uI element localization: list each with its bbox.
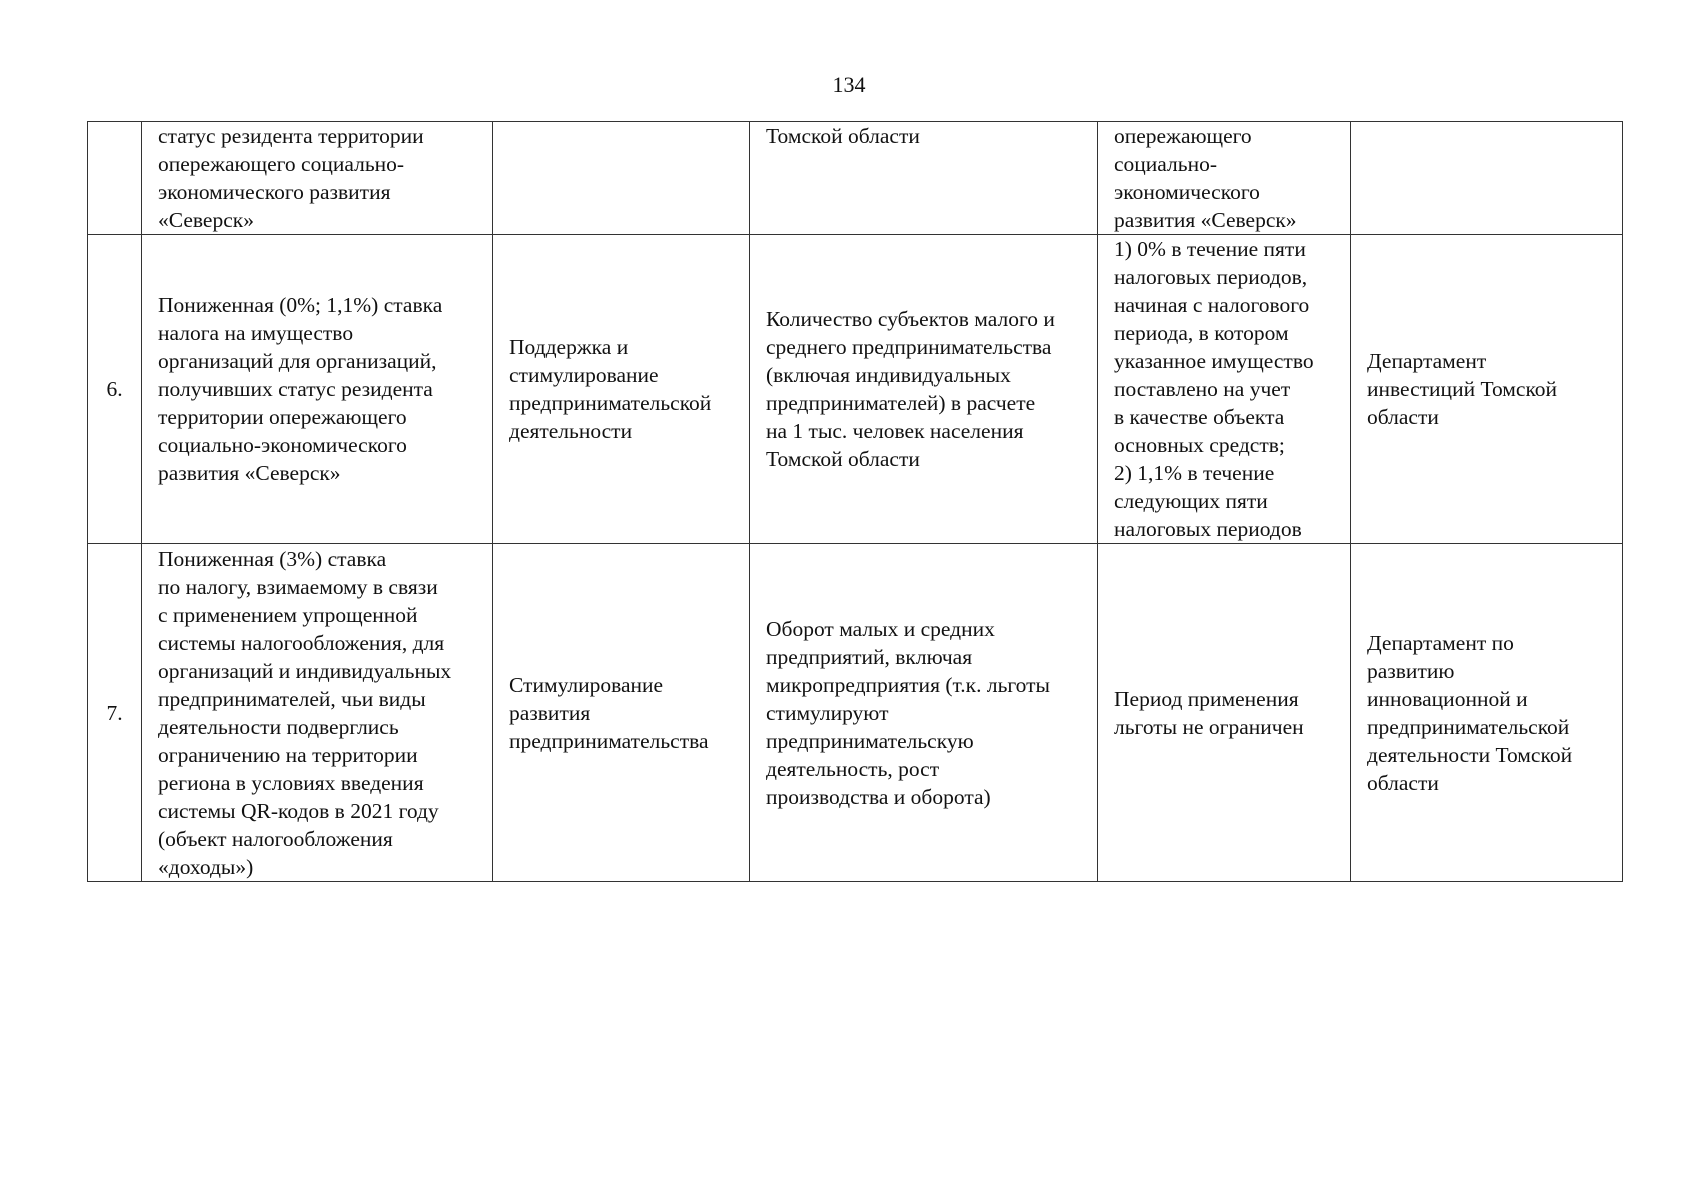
table-row-7 [88, 544, 1623, 882]
cell-number [88, 122, 142, 235]
page-number: 134 [832, 72, 866, 97]
cell-goal [493, 122, 750, 235]
cell-indicator: Оборот малых и средних предприятий, включая микропредприятия (т.к. льготы стимулируют предпринимательскую деятельность, рост производства и оборота) [750, 544, 1098, 882]
cell-benefit: Пониженная (0%; 1,1%) ставка налога на имущество организаций для организаций, получивших статус резидента территории опережающего социально-экономического развития «Северск» [142, 235, 493, 544]
cell-benefit: статус резидента территории опережающего социально- экономического развития «Северск» [142, 122, 493, 235]
cell-goal: Стимулирование развития предпринимательства [493, 544, 750, 882]
cell-number: 6. [88, 235, 142, 544]
cell-period: 1) 0% в течение пяти налоговых периодов, начиная с налогового периода, в котором указанное имущество поставлено на учет в качестве объекта основных средств; 2) 1,1% в течение следующих пяти налоговых периодов [1098, 235, 1351, 544]
cell-benefit: Пониженная (3%) ставка по налогу, взимаемому в связи с применением упрощенной системы налогообложения, для организаций и индивидуальных предпринимателей, чьи виды деятельности подверглись ограничению на территории региона в условиях введения системы QR-кодов в 2021 году (объект налогообложения «доходы») [142, 544, 493, 882]
cell-indicator: Количество субъектов малого и среднего предпринимательства (включая индивидуальных предпринимателей) в расчете на 1 тыс. человек населения Томской области [750, 235, 1098, 544]
tax-benefits-table [87, 121, 1623, 882]
table-row-6 [88, 235, 1623, 544]
cell-goal: Поддержка и стимулирование предпринимательской деятельности [493, 235, 750, 544]
cell-number: 7. [88, 544, 142, 882]
cell-indicator: Томской области [750, 122, 1098, 235]
cell-curator: Департамент по развитию инновационной и предпринимательской деятельности Томской области [1351, 544, 1623, 882]
cell-curator: Департамент инвестиций Томской области [1351, 235, 1623, 544]
cell-curator [1351, 122, 1623, 235]
cell-period: Период применения льготы не ограничен [1098, 544, 1351, 882]
table-row-continuation [88, 122, 1623, 235]
cell-period: опережающего социально- экономического развития «Северск» [1098, 122, 1351, 235]
